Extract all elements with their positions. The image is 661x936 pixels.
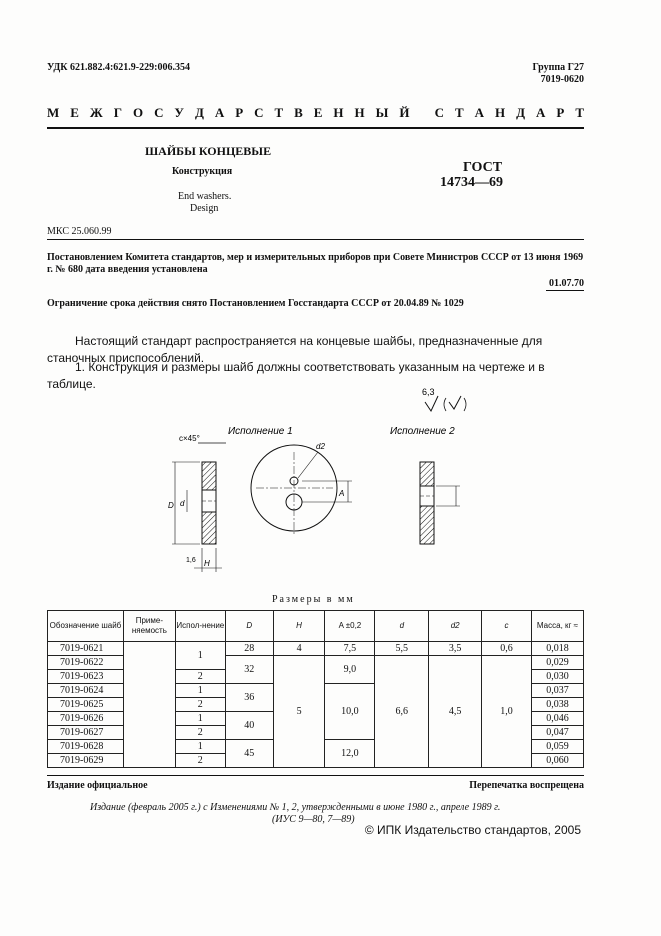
cell-mass: 0,046: [531, 712, 583, 726]
gost-label: ГОСТ: [463, 160, 503, 175]
dim-d2: d2: [316, 442, 325, 451]
cell-H: 5: [273, 656, 325, 768]
edition-note: Издание (февраль 2005 г.) с Изменениями № 1, 2, утвержденными в июне 1980 г., апреле 1989 г.: [90, 802, 501, 813]
clause-1-paragraph: 1. Конструкция и размеры шайб должны соответствовать указанным на чертеже и в таблице.: [47, 360, 545, 391]
heading-gap: [420, 105, 423, 121]
reprint-notice: Перепечатка воспрещена: [469, 780, 584, 791]
cell-D: 32: [225, 656, 273, 684]
heading-letter: С: [154, 105, 164, 120]
copyright: © ИПК Издательство стандартов, 2005: [364, 823, 581, 837]
th-A: A ±0,2: [325, 611, 375, 642]
cell-variant: 1: [175, 642, 225, 670]
cell-d: 5,5: [375, 642, 429, 656]
heading-letter: М: [47, 105, 60, 120]
cell-mass: 0,030: [531, 670, 583, 684]
title-en-sub: Design: [190, 203, 219, 214]
heading-letter: Й: [399, 105, 410, 120]
group-label: Группа Г27: [532, 62, 584, 73]
chamfer-label: c×45°: [179, 434, 200, 443]
mks-code: МКС 25.060.99: [47, 226, 112, 237]
heading-letter: А: [214, 105, 225, 120]
th-variant: Испол-нение: [175, 611, 225, 642]
cell-D: 28: [225, 642, 273, 656]
cell-A: 9,0: [325, 656, 375, 684]
cell-mass: 0,047: [531, 726, 583, 740]
cell-c: 0,6: [482, 642, 532, 656]
variant-2-label: Исполнение 2: [390, 426, 455, 437]
table-caption: Размеры в мм: [272, 594, 355, 605]
heading-letter: Н: [333, 105, 344, 120]
roughness-icon: [425, 396, 438, 411]
intro-date: 01.07.70: [549, 278, 584, 289]
title-ru-sub: Конструкция: [172, 166, 233, 177]
cell-c: 1,0: [482, 656, 532, 768]
cell-designation: 7019-0627: [48, 726, 124, 740]
header-rule: [47, 127, 584, 129]
table-row: [48, 642, 584, 656]
footer-rule: [47, 775, 584, 776]
dim-D: D: [168, 501, 174, 510]
th-d: d: [375, 611, 429, 642]
cell-designation: 7019-0629: [48, 754, 124, 768]
heading-letter: Р: [235, 105, 244, 120]
cell-D: 45: [225, 740, 273, 768]
cell-mass: 0,060: [531, 754, 583, 768]
heading-letter: Д: [516, 105, 526, 120]
cell-designation: 7019-0625: [48, 698, 124, 712]
variant-2-section: [420, 462, 460, 544]
heading-letter: Н: [354, 105, 365, 120]
title-en: End washers.: [178, 191, 232, 202]
cell-variant: 1: [175, 712, 225, 726]
okp-code: 7019-0620: [540, 74, 584, 85]
table-header-row: [48, 611, 584, 642]
th-c: c: [482, 611, 532, 642]
cell-D: 40: [225, 712, 273, 740]
cell-D: 36: [225, 684, 273, 712]
cell-variant: 1: [175, 740, 225, 754]
official-edition: Издание официальное: [47, 780, 148, 791]
th-D: D: [225, 611, 273, 642]
heading-letter: Е: [70, 105, 79, 120]
cell-designation: 7019-0621: [48, 642, 124, 656]
heading-letter: Ы: [375, 105, 389, 120]
cell-designation: 7019-0623: [48, 670, 124, 684]
cell-A: 7,5: [325, 642, 375, 656]
th-designation: Обозначение шайб: [48, 611, 124, 642]
cell-applicability: [123, 642, 175, 768]
heading-letter: О: [132, 105, 144, 120]
ius-note: (ИУС 9—80, 7—89): [272, 814, 355, 825]
th-H: H: [273, 611, 325, 642]
cell-d: 6,6: [375, 656, 429, 768]
th-mass: Масса, кг ≈: [531, 611, 583, 642]
heading-letter: Г: [113, 105, 122, 120]
heading-letter: Т: [274, 105, 284, 120]
cell-designation: 7019-0624: [48, 684, 124, 698]
cell-variant: 2: [175, 726, 225, 740]
date-underline: [546, 290, 584, 291]
cell-mass: 0,018: [531, 642, 583, 656]
heading-letter: В: [294, 105, 303, 120]
heading-letter: Ж: [89, 105, 103, 120]
heading-letter: Е: [313, 105, 323, 120]
cell-A: 12,0: [325, 740, 375, 768]
cell-variant: 2: [175, 670, 225, 684]
cell-mass: 0,059: [531, 740, 583, 754]
variant-1-front-view: [251, 442, 352, 535]
heading-letter: А: [474, 105, 485, 120]
cell-mass: 0,037: [531, 684, 583, 698]
cell-designation: 7019-0628: [48, 740, 124, 754]
dim-radius: 1,6: [186, 557, 196, 564]
cell-d2: 3,5: [429, 642, 482, 656]
cell-designation: 7019-0626: [48, 712, 124, 726]
heading-letter: С: [434, 105, 445, 120]
heading-letter: Д: [194, 105, 204, 120]
roughness-value: 6,3: [422, 387, 435, 397]
udk-code: УДК 621.882.4:621.9-229:006.354: [47, 62, 190, 73]
scope-paragraph: Настоящий стандарт распространяется на концевые шайбы, предназначенные для станочных приспособлений.: [47, 334, 543, 365]
heading-letter: А: [536, 105, 546, 120]
cell-mass: 0,029: [531, 656, 583, 670]
variant-1-label: Исполнение 1: [228, 426, 293, 437]
standard-type-heading: [47, 105, 584, 121]
title-ru: ШАЙБЫ КОНЦЕВЫЕ: [145, 144, 272, 158]
restriction-text: Ограничение срока действия снято Постановлением Госстандарта СССР от 20.04.89 № 1029: [47, 298, 464, 309]
cell-variant: 2: [175, 754, 225, 768]
variant-1-section: [168, 434, 226, 572]
heading-letter: Н: [495, 105, 506, 120]
dim-d: d: [180, 499, 185, 508]
dim-H: H: [204, 559, 210, 568]
th-d2: d2: [429, 611, 482, 642]
cell-variant: 1: [175, 684, 225, 698]
cell-mass: 0,038: [531, 698, 583, 712]
heading-letter: У: [174, 105, 184, 120]
heading-letter: С: [254, 105, 264, 120]
dimensions-table: [47, 610, 584, 768]
washer-drawing: [0, 380, 661, 580]
gost-number: 14734—69: [440, 175, 503, 190]
heading-letter: Т: [455, 105, 464, 120]
cell-variant: 2: [175, 698, 225, 712]
cell-H: 4: [273, 642, 325, 656]
decree-text: Постановлением Комитета стандартов, мер и измерительных приборов при Совете Министров СССР от 13 июня 1969 г. № 680 дата введения установлена: [47, 252, 584, 275]
cell-d2: 4,5: [429, 656, 482, 768]
cell-designation: 7019-0622: [48, 656, 124, 670]
cell-A: 10,0: [325, 684, 375, 740]
heading-letter: Р: [556, 105, 565, 120]
title-rule: [47, 239, 584, 240]
heading-letter: Т: [575, 105, 584, 120]
dim-A: A: [339, 489, 345, 498]
th-applicability: Приме-няемость: [123, 611, 175, 642]
